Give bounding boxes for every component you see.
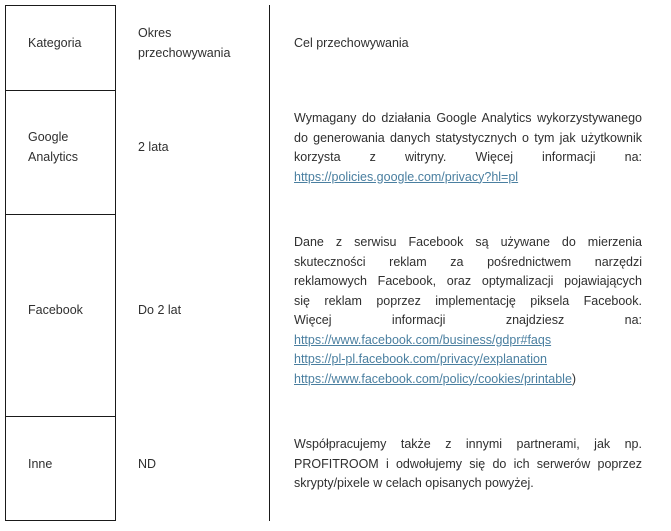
row-other-category-label: Inne bbox=[28, 457, 53, 471]
header-retention bbox=[138, 24, 230, 63]
row-google-purpose-line3: korzysta z witryny. Więcej informacji na: bbox=[294, 150, 642, 164]
row-other-purpose-line2: PROFITROOM i odwołujemy się do ich serwerów poprzez bbox=[294, 456, 642, 471]
row-google-category-line1: Google bbox=[28, 130, 69, 144]
row-other-retention bbox=[138, 455, 156, 475]
row-facebook-purpose-line3: reklamowych Facebook, oraz optymalizacji pojawiających bbox=[294, 274, 642, 288]
row-other-purpose-line1: Współpracujemy także z innymi partnerami, jak np. bbox=[294, 437, 642, 451]
row-other-purpose bbox=[294, 435, 642, 494]
row-other-purpose-line3: skrypty/pixele w celach opisanych powyżej. bbox=[294, 476, 534, 490]
row-facebook-category-label: Facebook bbox=[28, 303, 83, 317]
row-google-retention bbox=[138, 138, 169, 158]
header-category-label: Kategoria bbox=[28, 36, 82, 50]
facebook-closing-paren: ) bbox=[571, 371, 577, 386]
row-facebook-purpose-line4: się reklam poprzez implementację piksela Facebook. bbox=[294, 293, 642, 308]
row-facebook-category bbox=[28, 301, 83, 321]
row-other-retention-value: ND bbox=[138, 457, 157, 471]
row-facebook-purpose-line5: Więcej informacji znajdziesz na: bbox=[294, 313, 642, 327]
header-category bbox=[28, 34, 82, 54]
row-divider-3 bbox=[5, 416, 115, 417]
google-privacy-link[interactable]: https://policies.google.com/privacy?hl=pl bbox=[294, 169, 519, 184]
row-facebook-retention bbox=[138, 301, 181, 321]
column-divider-2 bbox=[269, 5, 270, 521]
row-google-category bbox=[28, 128, 78, 167]
facebook-privacy-link[interactable]: https://pl-pl.facebook.com/privacy/explanation bbox=[294, 352, 547, 366]
row-google-purpose bbox=[294, 109, 642, 187]
row-facebook-purpose-line1: Dane z serwisu Facebook są używane do mierzenia bbox=[294, 235, 642, 249]
row-google-purpose-line1: Wymagany do działania Google Analytics wykorzystywanego bbox=[294, 111, 642, 125]
row-google-purpose-line2: do generowania danych statystycznych o tym jak użytkownik bbox=[294, 130, 642, 145]
header-purpose-label: Cel przechowywania bbox=[294, 36, 409, 50]
row-divider-1 bbox=[5, 90, 115, 91]
table-border-top bbox=[5, 5, 115, 6]
header-retention-line2: przechowywania bbox=[138, 45, 231, 60]
row-other-category bbox=[28, 455, 52, 475]
row-facebook-retention-value: Do 2 lat bbox=[138, 303, 182, 317]
row-facebook-purpose-line2: skuteczności reklam za pośrednictwem narzędzi bbox=[294, 254, 642, 269]
table-border-left bbox=[5, 5, 6, 521]
column-divider-1 bbox=[115, 5, 116, 521]
header-purpose bbox=[294, 34, 409, 54]
header-retention-line1: Okres bbox=[138, 26, 172, 40]
facebook-cookies-link[interactable]: https://www.facebook.com/policy/cookies/printable bbox=[294, 371, 572, 386]
row-google-category-line2: Analytics bbox=[28, 149, 79, 164]
row-google-retention-value: 2 lata bbox=[138, 140, 169, 154]
facebook-gdpr-link[interactable]: https://www.facebook.com/business/gdpr#faqs bbox=[294, 332, 552, 347]
table-border-bottom bbox=[5, 520, 115, 521]
row-divider-2 bbox=[5, 214, 115, 215]
row-facebook-purpose bbox=[294, 233, 642, 389]
